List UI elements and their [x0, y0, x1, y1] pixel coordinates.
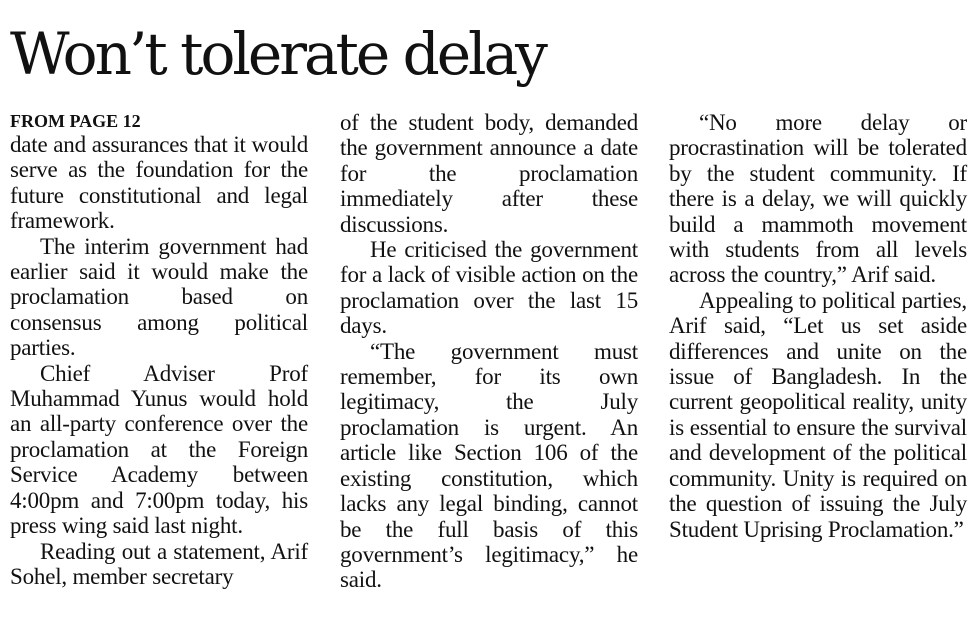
headline: Won’t tolerate delay [10, 20, 545, 88]
article-column-3 [669, 110, 967, 542]
article-column-2 [340, 110, 638, 593]
paragraph: date and assurances that it would serve as the foundation for the future constitutional and legal framework. [10, 132, 308, 234]
continuation-kicker: FROM PAGE 12 [10, 111, 141, 131]
paragraph: “No more delay or procrastination will be tolerated by the student community. If there is a delay, we will quickly build a mammoth movement with students from all levels across the country,” Arif said. [669, 110, 967, 288]
paragraph: of the student body, demanded the government announce a date for the proclamation immediately after these discussions. [340, 110, 638, 237]
paragraph: The interim government had earlier said it would make the proclamation based on consensus among political parties. [10, 233, 308, 361]
article-column-1 [10, 110, 308, 589]
paragraph: He criticised the government for a lack of visible action on the proclamation over the last 15 days. [340, 237, 638, 339]
paragraph: Appealing to political parties, Arif said, “Let us set aside differences and unite on the issue of Bangladesh. In the current geopolitical reality, unity is essential to ensure the survival and development of the political community. Unity is required on the question of issuing the July Student Uprising Proclamation.” [669, 287, 967, 542]
paragraph: “The government must remember, for its own legitimacy, the July proclamation is urgent. An article like Section 106 of the existing constitution, which lacks any legal binding, cannot be the full basis of this government’s legitimacy,” he said. [340, 338, 638, 593]
paragraph: Reading out a statement, Arif Sohel, member secretary [10, 538, 308, 589]
paragraph: Chief Adviser Prof Muhammad Yunus would hold an all-party conference over the proclamation at the Foreign Service Academy between 4:00pm and 7:00pm today, his press wing said last night. [10, 360, 308, 539]
